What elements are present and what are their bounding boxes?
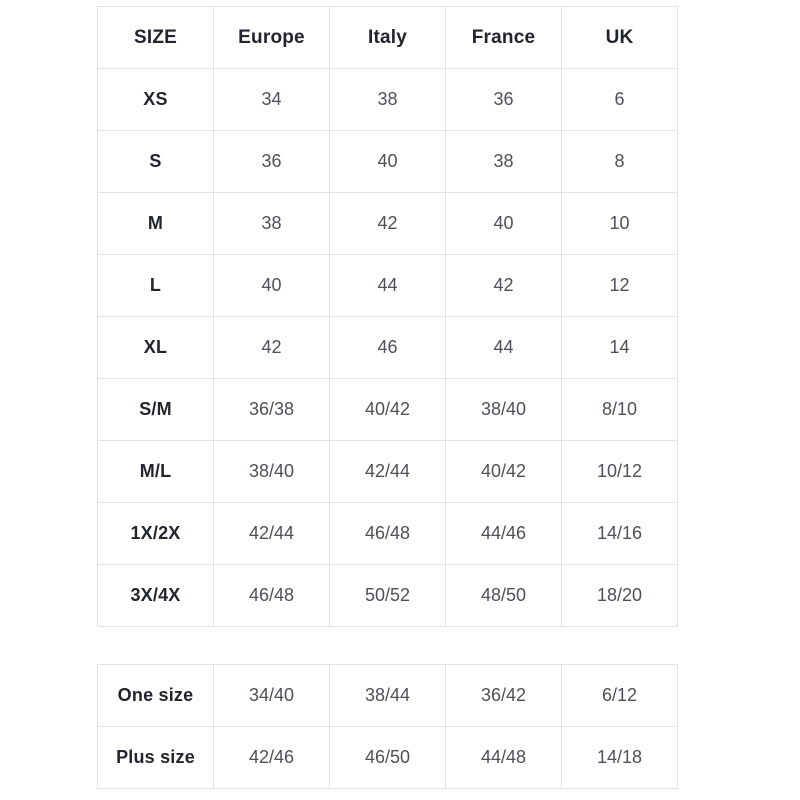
- cell-france: 40/42: [446, 441, 562, 503]
- special-sizes-table-body: [98, 665, 678, 789]
- cell-france: 38/40: [446, 379, 562, 441]
- cell-france: 48/50: [446, 565, 562, 627]
- cell-europe: 36: [214, 131, 330, 193]
- cell-italy: 40/42: [330, 379, 446, 441]
- column-header-france: France: [446, 7, 562, 69]
- row-label: S/M: [98, 379, 214, 441]
- size-conversion-table-header: [98, 7, 678, 69]
- table-row: [98, 317, 678, 379]
- row-label: XL: [98, 317, 214, 379]
- cell-italy: 46/50: [330, 727, 446, 789]
- cell-italy: 42: [330, 193, 446, 255]
- column-header-europe: Europe: [214, 7, 330, 69]
- table-row: [98, 565, 678, 627]
- cell-france: 44/48: [446, 727, 562, 789]
- cell-france: 36/42: [446, 665, 562, 727]
- cell-europe: 38/40: [214, 441, 330, 503]
- cell-italy: 50/52: [330, 565, 446, 627]
- cell-europe: 40: [214, 255, 330, 317]
- table-row: [98, 665, 678, 727]
- cell-italy: 38/44: [330, 665, 446, 727]
- size-conversion-table: [97, 6, 678, 627]
- cell-europe: 36/38: [214, 379, 330, 441]
- cell-europe: 46/48: [214, 565, 330, 627]
- table-row: [98, 131, 678, 193]
- cell-italy: 40: [330, 131, 446, 193]
- table-row: [98, 193, 678, 255]
- row-label: 1X/2X: [98, 503, 214, 565]
- cell-uk: 14/16: [562, 503, 678, 565]
- cell-uk: 18/20: [562, 565, 678, 627]
- column-header-size: SIZE: [98, 7, 214, 69]
- cell-uk: 10: [562, 193, 678, 255]
- table-row: [98, 255, 678, 317]
- cell-france: 44: [446, 317, 562, 379]
- row-label: S: [98, 131, 214, 193]
- row-label: L: [98, 255, 214, 317]
- cell-france: 36: [446, 69, 562, 131]
- row-label: XS: [98, 69, 214, 131]
- cell-uk: 14/18: [562, 727, 678, 789]
- cell-uk: 6: [562, 69, 678, 131]
- cell-italy: 44: [330, 255, 446, 317]
- cell-italy: 46: [330, 317, 446, 379]
- table-row: [98, 503, 678, 565]
- cell-uk: 10/12: [562, 441, 678, 503]
- cell-europe: 42: [214, 317, 330, 379]
- cell-uk: 14: [562, 317, 678, 379]
- special-sizes-table: [97, 664, 678, 789]
- cell-italy: 46/48: [330, 503, 446, 565]
- cell-france: 42: [446, 255, 562, 317]
- column-header-italy: Italy: [330, 7, 446, 69]
- cell-france: 44/46: [446, 503, 562, 565]
- cell-uk: 8: [562, 131, 678, 193]
- cell-europe: 34/40: [214, 665, 330, 727]
- cell-europe: 42/44: [214, 503, 330, 565]
- row-label: One size: [98, 665, 214, 727]
- row-label: Plus size: [98, 727, 214, 789]
- cell-italy: 38: [330, 69, 446, 131]
- cell-france: 38: [446, 131, 562, 193]
- table-row: [98, 441, 678, 503]
- cell-europe: 34: [214, 69, 330, 131]
- table-row: [98, 379, 678, 441]
- cell-europe: 38: [214, 193, 330, 255]
- table-row: [98, 69, 678, 131]
- row-label: M/L: [98, 441, 214, 503]
- column-header-uk: UK: [562, 7, 678, 69]
- cell-uk: 12: [562, 255, 678, 317]
- header-row: [98, 7, 678, 69]
- table-row: [98, 727, 678, 789]
- row-label: M: [98, 193, 214, 255]
- cell-europe: 42/46: [214, 727, 330, 789]
- row-label: 3X/4X: [98, 565, 214, 627]
- cell-italy: 42/44: [330, 441, 446, 503]
- cell-france: 40: [446, 193, 562, 255]
- cell-uk: 8/10: [562, 379, 678, 441]
- size-conversion-table-body: [98, 69, 678, 627]
- cell-uk: 6/12: [562, 665, 678, 727]
